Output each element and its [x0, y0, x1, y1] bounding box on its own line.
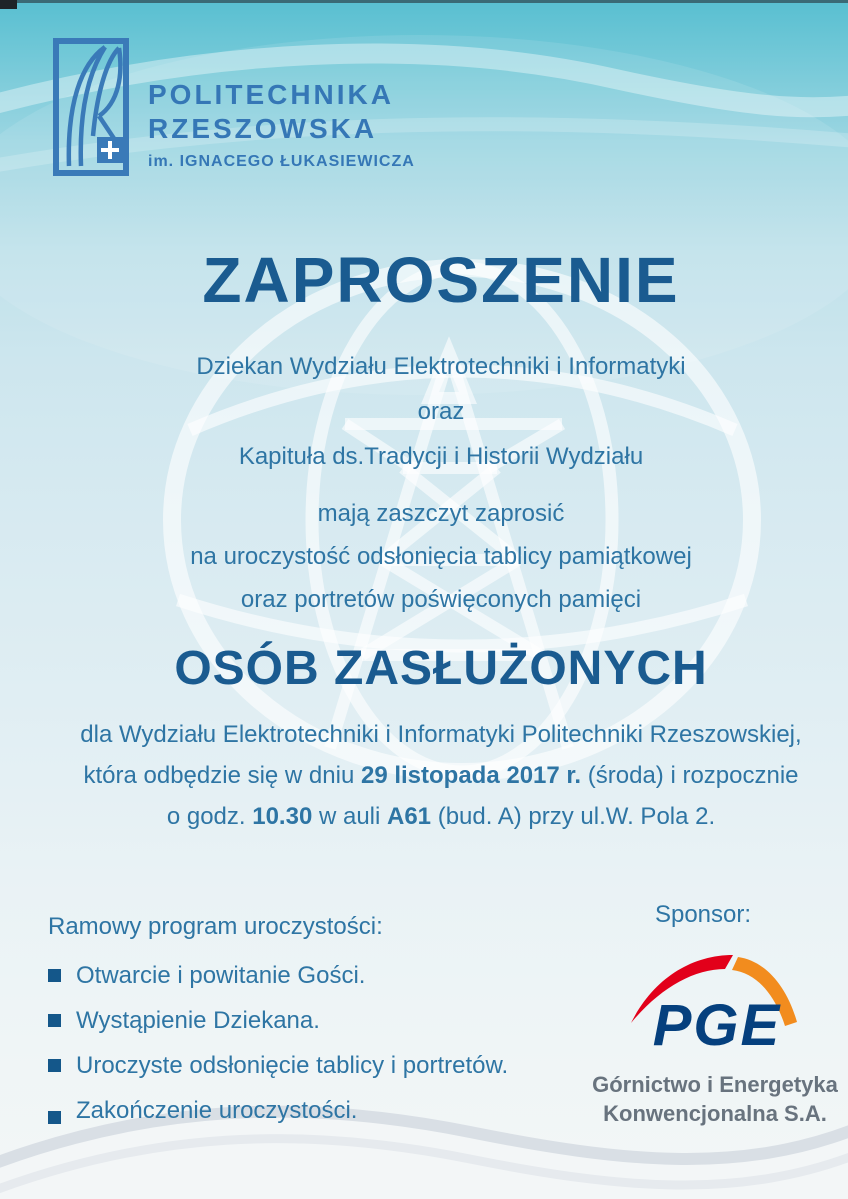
university-name-line1: POLITECHNIKA [148, 79, 394, 110]
sponsor-company-line1: Górnictwo i Energetyka [592, 1072, 838, 1097]
details2-post: (środa) i rozpocznie [581, 762, 799, 789]
pge-logo-text: PGE [652, 993, 782, 1058]
program-item-label: Otwarcie i powitanie Gości. [76, 962, 366, 989]
pge-logo [625, 943, 805, 1059]
program-item-label: Wystąpienie Dziekana. [76, 1007, 320, 1034]
details3-mid: w auli [312, 803, 387, 830]
details2-pre: która odbędzie się w dniu [83, 762, 361, 789]
university-patron-line: im. IGNACEGO ŁUKASIEWICZA [148, 153, 415, 170]
intro-line-1: mają zaszczyt zaprosić [317, 500, 565, 527]
details3-post: (bud. A) przy ul.W. Pola 2. [431, 803, 716, 830]
event-details-line1: dla Wydziału Elektrotechniki i Informatyki Politechniki Rzeszowskiej, [80, 721, 802, 748]
bullet-square-icon [48, 1059, 61, 1072]
details3-pre: o godz. [166, 803, 253, 830]
invitation-title: ZAPROSZENIE [202, 244, 680, 316]
program-item-label: Zakończenie uroczystości. [76, 1097, 358, 1124]
footer-section [0, 893, 848, 1133]
intro-line-3: oraz portretów poświęconych pamięci [240, 586, 642, 613]
program-item [48, 1088, 578, 1133]
invitation-body [0, 244, 848, 837]
scan-corner-artifact [0, 0, 17, 9]
host-line-1: Dziekan Wydziału Elektrotechniki i Informatyki [196, 353, 686, 380]
program-item-label: Uroczyste odsłonięcie tablicy i portretów. [76, 1052, 509, 1079]
host-line-2: Kapituła ds.Tradycji i Historii Wydziału [238, 443, 644, 470]
bullet-square-icon [48, 969, 61, 982]
sponsor-company-name [588, 1070, 842, 1128]
university-name-block [148, 38, 415, 176]
program-section [48, 907, 578, 1133]
program-item [48, 953, 578, 998]
host-connector: oraz [417, 398, 465, 425]
event-details-line3 [34, 796, 848, 837]
event-details-block [34, 714, 848, 837]
intro-line-2: na uroczystość odsłonięcia tablicy pamiątkowej [190, 543, 692, 570]
university-header [53, 38, 415, 176]
event-room: A61 [387, 803, 432, 830]
honorees-title: OSÓB ZASŁUŻONYCH [174, 642, 708, 695]
bullet-square-icon [48, 1111, 61, 1124]
intro-block [34, 492, 848, 621]
event-time: 10.30 [252, 803, 313, 830]
program-item [48, 998, 578, 1043]
scan-edge-artifact [0, 0, 848, 3]
program-list [48, 953, 578, 1133]
event-details-line2 [34, 755, 848, 796]
bullet-square-icon [48, 1014, 61, 1027]
sponsor-section [588, 899, 842, 1128]
hosts-block [34, 344, 848, 479]
politechnika-rzeszowska-logo-icon [53, 38, 129, 176]
sponsor-company-line2: Konwencjonalna S.A. [603, 1101, 827, 1126]
event-date: 29 listopada 2017 r. [360, 762, 582, 789]
sponsor-label: Sponsor: [654, 901, 752, 928]
program-item [48, 1043, 578, 1088]
university-name-line2: RZESZOWSKA [148, 113, 378, 144]
program-heading: Ramowy program uroczystości: [48, 913, 383, 940]
